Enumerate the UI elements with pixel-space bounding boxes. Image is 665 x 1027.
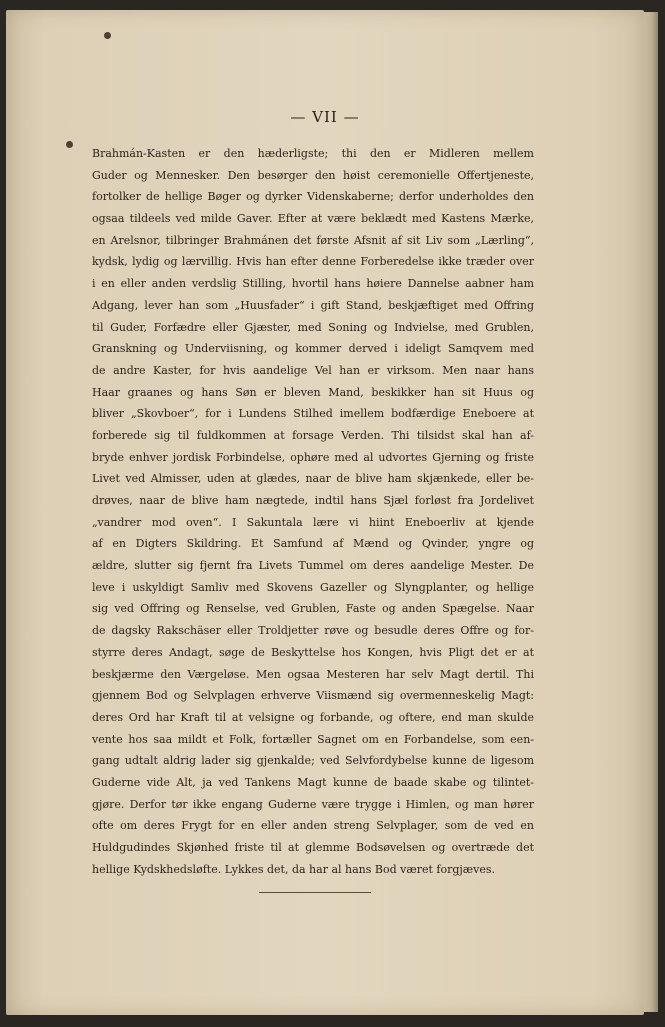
text-line: Guder og Mennesker. Den besørger den høist ceremonielle Offertjeneste, xyxy=(92,168,534,182)
text-line: forberede sig til fuldkommen at forsage Verden. Thi tilsidst skal han af- xyxy=(92,428,534,442)
text-line: gjøre. Derfor tør ikke engang Guderne være trygge i Himlen, og man hører xyxy=(92,797,534,811)
text-line: styrre deres Andagt, søge de Beskyttelse hos Kongen, hvis Pligt det er at xyxy=(92,645,534,659)
page-edge xyxy=(644,12,658,1012)
text-line: gjennem Bod og Selvplagen erhverve Viismænd sig overmenneskelig Magt: xyxy=(92,689,534,703)
end-rule xyxy=(259,892,371,893)
text-line: til Guder, Forfædre eller Gjæster, med Soning og Indvielse, med Grublen, xyxy=(92,320,534,334)
text-line: kydsk, lydig og lærvillig. Hvis han efter denne Forberedelse ikke træder over xyxy=(92,255,534,269)
body-text xyxy=(92,143,534,880)
text-line-last: hellige Kydskhedsløfte. Lykkes det, da har al hans Bod været forgjæves. xyxy=(92,862,495,876)
text-line: Guderne vide Alt, ja ved Tankens Magt kunne de baade skabe og tilintet- xyxy=(92,775,534,789)
text-line: vente hos saa mildt et Folk, fortæller Sagnet om en Forbandelse, som een- xyxy=(92,732,534,746)
text-line: Livet ved Almisser, uden at glædes, naar de blive ham skjænkede, eller be- xyxy=(92,472,534,486)
text-line: Huldgudindes Skjønhed friste til at glemme Bodsøvelsen og overtræde det xyxy=(92,841,534,854)
text-line: de dagsky Rakschäser eller Troldjetter røve og besudle deres Offre og for- xyxy=(92,624,534,638)
text-line: gang udtalt aldrig lader sig gjenkalde; ved Selvfordybelse kunne de ligesom xyxy=(92,754,534,768)
text-line: Adgang, lever han som „Huusfader“ i gift Stand, beskjæftiget med Offring xyxy=(92,298,534,312)
text-line: bryde enhver jordisk Forbindelse, ophøre med al udvortes Gjerning og friste xyxy=(92,450,534,464)
text-line: drøves, naar de blive ham nægtede, indtil hans Sjæl forløst fra Jordelivet xyxy=(92,494,534,507)
text-line: beskjærme den Værgeløse. Men ogsaa Mesteren har selv Magt dertil. Thi xyxy=(92,667,534,681)
text-line: „vandrer mod oven“. I Sakuntala lære vi hiint Eneboerliv at kjende xyxy=(92,515,534,529)
text-line: Brahmán-Kasten er den hæderligste; thi den er Midleren mellem xyxy=(92,147,534,160)
text-line: en Arelsnor, tilbringer Brahmánen det første Afsnit af sit Liv som „Lærling“, xyxy=(92,233,534,247)
book-page xyxy=(6,10,644,1015)
text-line: Haar graanes og hans Søn er bleven Mand, beskikker han sit Huus og xyxy=(92,385,534,399)
text-line: af en Digters Skildring. Et Samfund af Mænd og Qvinder, yngre og xyxy=(92,537,534,551)
text-line: leve i uskyldigt Samliv med Skovens Gazeller og Slyngplanter, og hellige xyxy=(92,580,534,594)
text-line: bliver „Skovboer“, for i Lundens Stilhed imellem bodfærdige Eneboere at xyxy=(92,407,534,421)
binding-hole-middle xyxy=(66,141,73,148)
text-line: fortolker de hellige Bøger og dyrker Videnskaberne; derfor underholdes den xyxy=(92,190,534,204)
page-number-header: — VII — xyxy=(290,108,360,126)
text-line: Granskning og Underviisning, og kommer derved i ideligt Samqvem med xyxy=(92,342,534,356)
text-line: de andre Kaster, for hvis aandelige Vel han er virksom. Men naar hans xyxy=(92,363,534,377)
text-line: sig ved Offring og Renselse, ved Grublen, Faste og anden Spægelse. Naar xyxy=(92,602,534,616)
text-line: ogsaa tildeels ved milde Gaver. Efter at være beklædt med Kastens Mærke, xyxy=(92,212,534,226)
text-line: i en eller anden verdslig Stilling, hvortil hans høiere Dannelse aabner ham xyxy=(92,277,534,291)
text-line: ældre, slutter sig fjernt fra Livets Tummel om deres aandelige Mester. De xyxy=(92,559,534,573)
text-line: ofte om deres Frygt for en eller anden streng Selvplager, som de ved en xyxy=(92,819,534,833)
binding-hole-top xyxy=(104,32,111,39)
text-line: deres Ord har Kraft til at velsigne og forbande, og oftere, end man skulde xyxy=(92,710,534,724)
